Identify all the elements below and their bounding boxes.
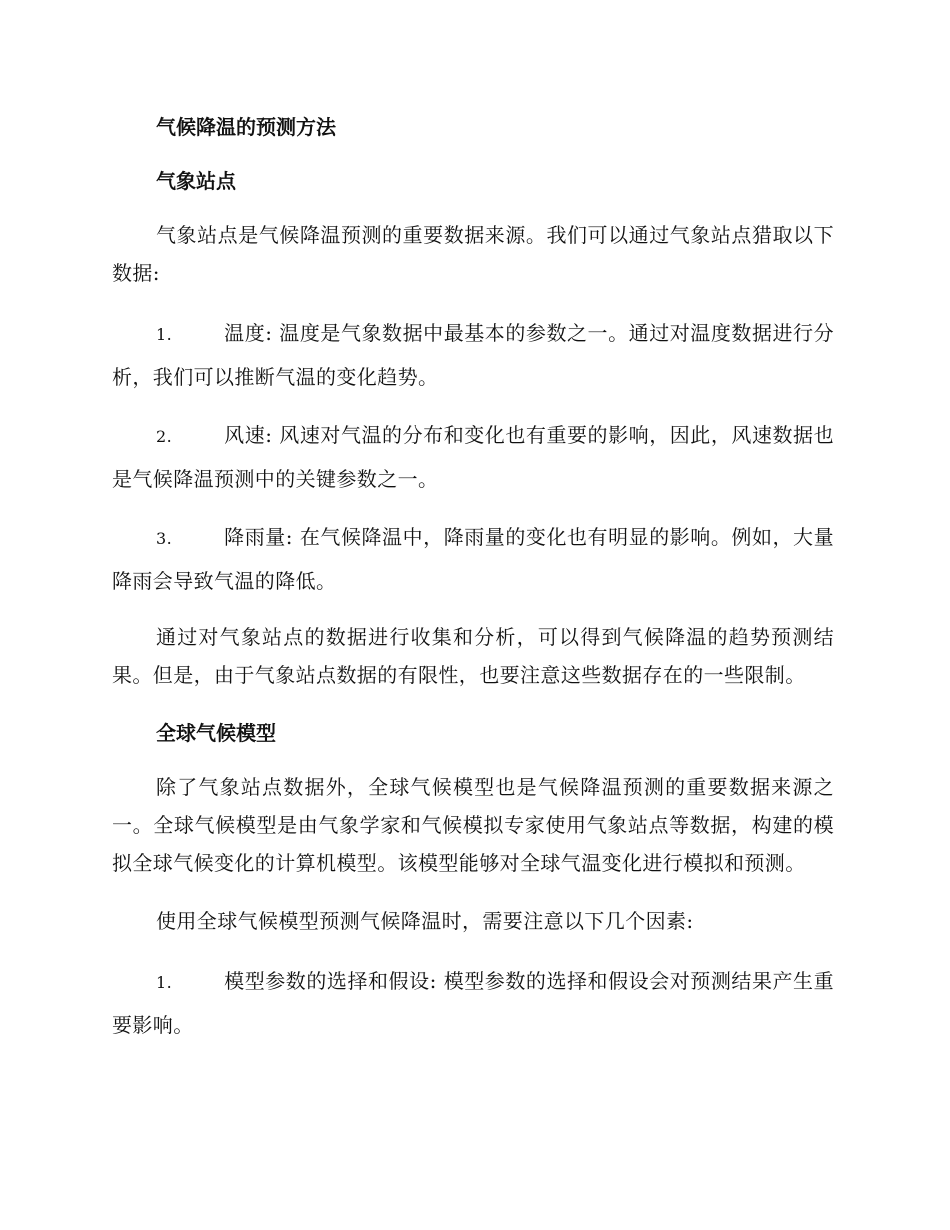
section2-lead-paragraph: 使用全球气候模型预测气候降温时，需要注意以下几个因素: [156, 909, 694, 933]
section1-summary-paragraph: 通过对气象站点的数据进行收集和分析，可以得到气候降温的趋势预测结果。但是，由于气象站点数据的有限性，也要注意这些数据存在的一些限制。 [112, 625, 834, 687]
document-body [112, 108, 834, 1062]
list-item [112, 960, 834, 1046]
section2-intro-paragraph: 除了气象站点数据外，全球气候模型也是气候降温预测的重要数据来源之一。全球气候模型是由气象学家和气候模拟专家使用气象站点等数据，构建的模拟全球气候变化的计算机模型。该模型能够对全球气温变化进行模拟和预测。 [112, 775, 834, 875]
document-title: 气候降温的预测方法 [156, 115, 336, 139]
list-item [112, 516, 834, 602]
list-item-number: 1. [156, 973, 173, 992]
list-item-text: 温度: 温度是气象数据中最基本的参数之一。通过对温度数据进行分析，我们可以推断气温的变化趋势。 [112, 321, 834, 389]
list-item-text: 风速: 风速对气温的分布和变化也有重要的影响，因此，风速数据也是气候降温预测中的关键参数之一。 [112, 423, 834, 491]
section1-intro-paragraph: 气象站点是气候降温预测的重要数据来源。我们可以通过气象站点猎取以下数据: [112, 223, 834, 285]
list-item-number: 2. [156, 427, 173, 446]
section-heading-weather-stations: 气象站点 [156, 169, 236, 193]
list-item [112, 312, 834, 398]
list-item-number: 3. [156, 529, 173, 548]
section-heading-global-climate-model: 全球气候模型 [156, 721, 276, 745]
list-item-text: 模型参数的选择和假设: 模型参数的选择和假设会对预测结果产生重要影响。 [112, 969, 834, 1037]
list-item-text: 降雨量: 在气候降温中，降雨量的变化也有明显的影响。例如，大量降雨会导致气温的降低。 [112, 525, 834, 593]
list-item [112, 414, 834, 500]
list-item-number: 1. [156, 325, 173, 344]
